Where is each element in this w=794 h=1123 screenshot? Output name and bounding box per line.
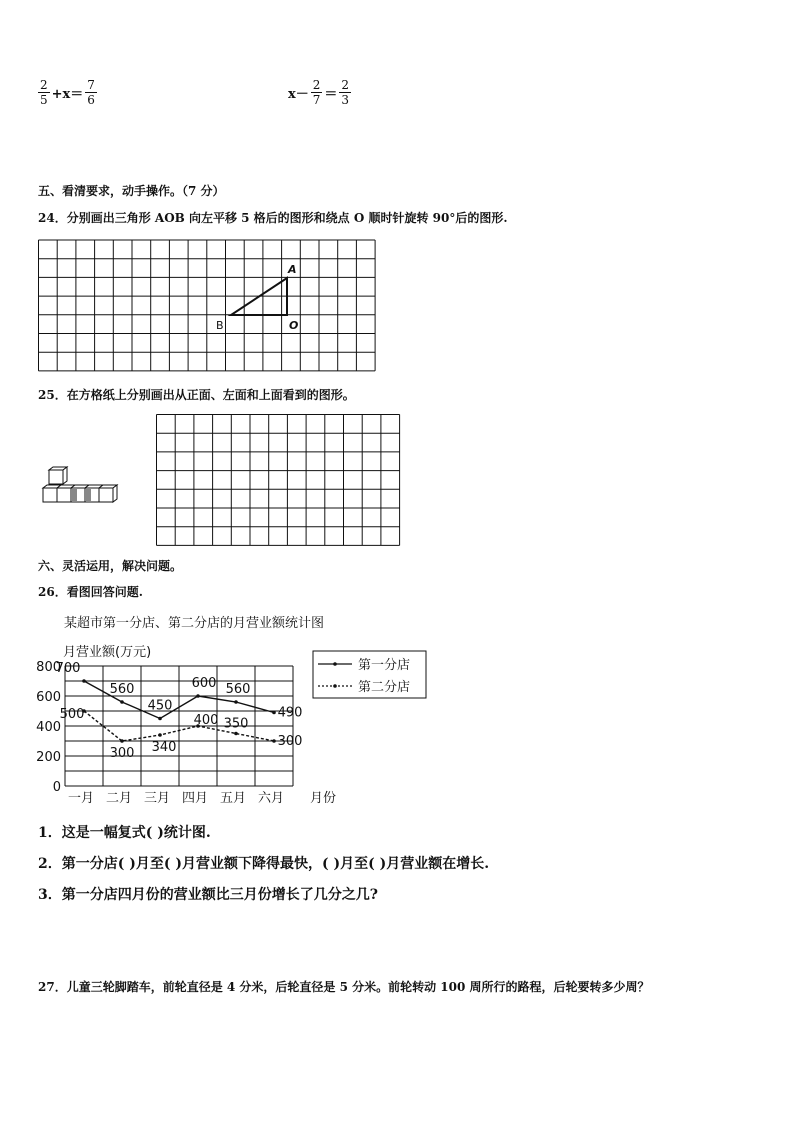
data-point-series-1 xyxy=(272,711,276,715)
data-label-series-1: 560 xyxy=(109,682,135,697)
y-tick-label: 600 xyxy=(36,690,61,705)
fraction: $\frac{2}{3}$ xyxy=(341,78,350,107)
question-26-sub-2: 2．第一分店( )月至( )月营业额下降得最快，( )月至( )月营业额在增长. xyxy=(38,856,490,872)
cube-stack-figure xyxy=(40,466,120,506)
x-axis-label: 月份 xyxy=(310,791,337,806)
legend-label-series-1: 第一分店 xyxy=(358,658,411,673)
data-label-series-2: 400 xyxy=(193,713,219,728)
vertex-a-label: A xyxy=(288,263,297,276)
data-point-series-2 xyxy=(120,739,124,743)
section-5-title: 五、看清要求，动手操作。（7 分） xyxy=(38,184,225,198)
equation-operator: ＝ xyxy=(324,87,338,102)
data-label-series-1: 450 xyxy=(147,698,173,714)
x-tick-label: 四月 xyxy=(181,791,209,806)
data-point-series-1 xyxy=(234,700,238,704)
equation-lead: x－ xyxy=(288,87,309,102)
line-chart xyxy=(30,610,430,810)
y-tick-label: 800 xyxy=(36,660,61,675)
grid-lines xyxy=(157,415,400,546)
legend-label-series-2: 第二分店 xyxy=(358,680,411,695)
x-tick-label: 五月 xyxy=(219,791,247,806)
data-label-series-1: 490 xyxy=(277,705,303,721)
data-point-series-1 xyxy=(196,694,200,698)
y-tick-label: 200 xyxy=(36,750,61,765)
question-24-text: 24．分别画出三角形 AOB 向左平移 5 格后的图形和绕点 O 顺时针旋转 90°后的图形. xyxy=(38,211,508,225)
equation-2 xyxy=(286,78,351,107)
equation-operator: +x＝ xyxy=(51,87,84,102)
x-tick-label: 二月 xyxy=(105,791,133,806)
vertex-o-label: O xyxy=(289,319,299,332)
x-tick-label: 一月 xyxy=(67,791,95,806)
data-label-series-2: 500 xyxy=(59,707,85,722)
section-6-title: 六、灵活运用，解决问题。 xyxy=(38,559,183,573)
y-tick-labels xyxy=(36,660,61,795)
data-label-series-1: 600 xyxy=(191,676,217,691)
x-tick-label: 三月 xyxy=(143,791,171,806)
data-label-series-2: 340 xyxy=(151,740,177,755)
equation-1 xyxy=(38,78,97,107)
data-label-series-1: 700 xyxy=(55,661,81,676)
data-point-series-1 xyxy=(82,679,86,683)
fraction: $\frac{2}{7}$ xyxy=(312,78,321,107)
data-point-series-1 xyxy=(120,700,124,704)
grid-lines xyxy=(39,240,376,371)
question-26-sub-3: 3．第一分店四月份的营业额比三月份增长了几分之几? xyxy=(38,887,378,903)
data-point-series-1 xyxy=(158,717,162,721)
y-tick-label: 0 xyxy=(52,780,61,795)
chart-grid xyxy=(65,666,293,786)
x-tick-labels xyxy=(68,791,284,806)
data-label-series-2: 300 xyxy=(277,734,303,749)
data-label-series-2: 300 xyxy=(109,746,135,761)
question-25-text: 25．在方格纸上分别画出从正面、左面和上面看到的图形。 xyxy=(38,388,355,402)
data-point-series-2 xyxy=(158,733,162,737)
x-tick-label: 六月 xyxy=(257,791,285,806)
fraction: $\frac{2}{5}$ xyxy=(40,78,48,107)
chart-title: 某超市第一分店、第二分店的月营业额统计图 xyxy=(64,616,325,631)
data-point-series-2 xyxy=(272,739,276,743)
chart-legend xyxy=(313,651,426,698)
y-axis-label: 月营业额(万元) xyxy=(63,645,152,660)
y-tick-label: 400 xyxy=(36,720,61,735)
data-label-series-1: 560 xyxy=(225,682,251,697)
question-27-text: 27．儿童三轮脚踏车，前轮直径是 4 分米，后轮直径是 5 分米。前轮转动 100 周所行的路程，后轮要转多少周？ xyxy=(38,980,650,994)
legend-marker-series-1 xyxy=(333,662,337,666)
question-24-grid xyxy=(38,236,384,374)
question-26-sub-1: 1．这是一幅复式( )统计图. xyxy=(38,825,211,841)
legend-marker-series-2 xyxy=(333,684,337,688)
fraction: $\frac{7}{6}$ xyxy=(87,78,95,107)
vertex-b-label: B xyxy=(216,319,224,332)
question-25-grid xyxy=(156,414,406,550)
data-point-series-2 xyxy=(234,732,238,736)
question-26-text: 26．看图回答问题. xyxy=(38,585,143,599)
data-label-series-2: 350 xyxy=(223,716,249,732)
